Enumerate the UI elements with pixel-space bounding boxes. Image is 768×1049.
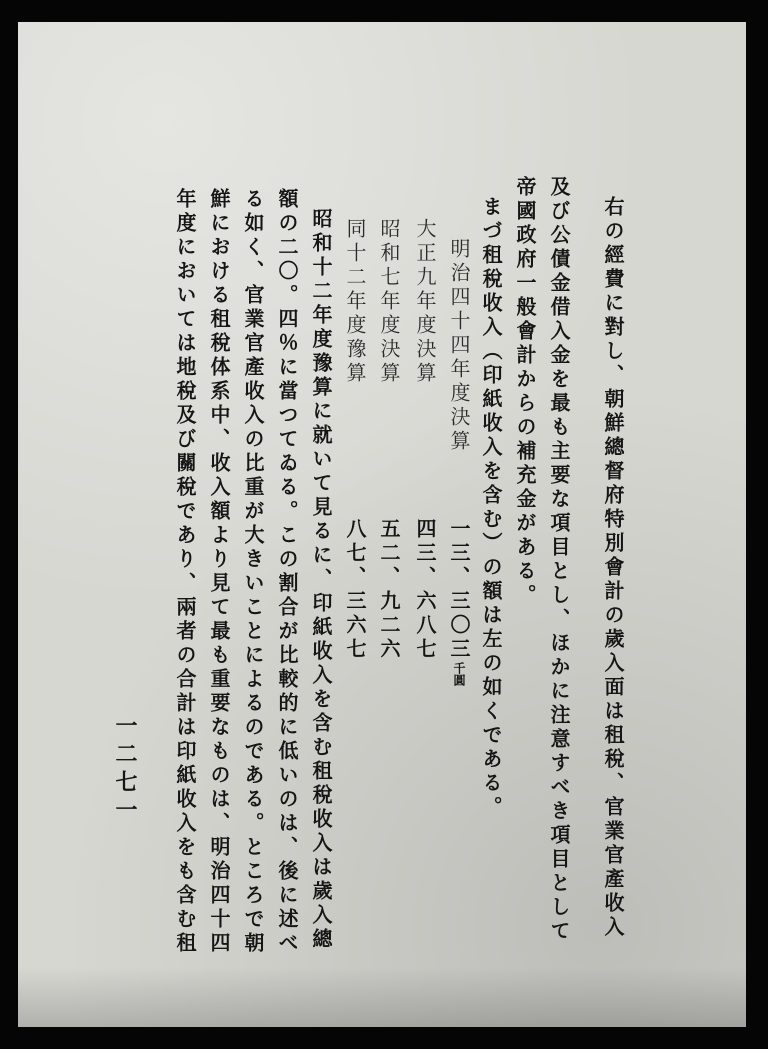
text-line: 及び公債金借入金を最も主要な項目とし、ほかに注意すべき項目として [547,176,571,944]
text-line: 右の經費に對し、朝鮮總督府特別會計の歲入面は租稅、官業官產收入 [601,196,625,940]
page-number: 一二七一 [112,714,138,826]
table-label: 同十二年度豫算 [343,218,367,386]
value-text: 一三、三〇三 [447,518,471,662]
table-value: 四三、六八七 [413,518,437,662]
text-line: まづ租稅收入（印紙收入を含む）の額は左の如くである。 [479,196,503,820]
text-line: 昭和十二年度豫算に就いて見るに、印紙收入を含む租稅收入は歲入總 [309,208,333,952]
text-line: 年度においては地稅及び關稅であり、兩者の合計は印紙收入をも含む租 [173,188,197,956]
text-line: 額の二〇。四％に當つてゐる。この割合が比較的に低いのは、後に述べ [275,188,299,956]
table-label: 昭和七年度決算 [377,218,401,386]
text-line: る如く、官業官產收入の比重が大きいことによるのである。ところで朝 [241,188,265,956]
table-value [448,518,470,686]
scanned-page [18,22,746,1027]
table-value: 八七、三六七 [343,518,367,662]
text-line: 帝國政府一般會計からの補充金がある。 [513,176,537,608]
table-label: 大正九年度決算 [413,218,437,386]
unit-label: 千圓 [452,662,466,686]
text-line: 鮮における租稅体系中、收入額より見て最も重要なものは、明治四十四 [207,188,231,956]
table-label: 明治四十四年度決算 [447,238,471,454]
table-value: 五二、九二六 [377,518,401,662]
